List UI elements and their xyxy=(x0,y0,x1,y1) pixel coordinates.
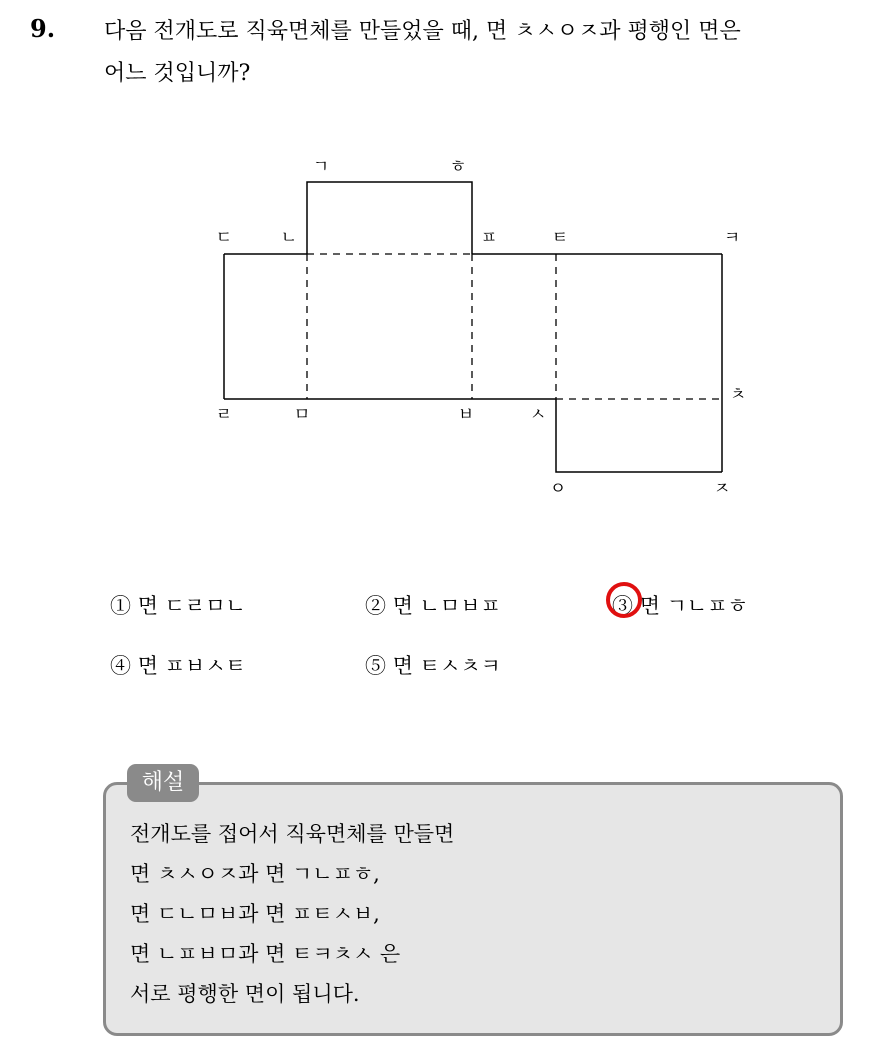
question-number: 9. xyxy=(30,14,56,43)
answer-circle-mark xyxy=(606,582,642,618)
choice-marker: ② xyxy=(365,594,386,618)
label-b: ㅂ xyxy=(457,405,475,425)
label-g: ㄱ xyxy=(312,157,330,177)
label-d: ㄷ xyxy=(215,228,233,248)
explanation-line-4: 면 ㄴㅍㅂㅁ과 면 ㅌㅋㅊㅅ 은 xyxy=(130,942,401,966)
label-o: ㅇ xyxy=(549,479,567,499)
explanation-line-3: 면 ㄷㄴㅁㅂ과 면 ㅍㅌㅅㅂ, xyxy=(130,902,380,926)
label-s: ㅅ xyxy=(529,405,547,425)
question-text-line1: 다음 전개도로 직육면체를 만들었을 때, 면 ㅊㅅㅇㅈ과 평행인 면은 xyxy=(104,19,741,44)
explanation-tag: 해설 xyxy=(127,764,199,802)
label-r: ㄹ xyxy=(215,405,233,425)
explanation-line-5: 서로 평행한 면이 됩니다. xyxy=(130,982,360,1006)
explanation-line-1: 전개도를 접어서 직육면체를 만들면 xyxy=(130,822,455,846)
choice-2[interactable] xyxy=(365,590,501,620)
question-text-line2: 어느 것입니까? xyxy=(104,61,251,86)
choice-1[interactable] xyxy=(110,590,246,620)
choice-text: 면 ㅌㅅㅊㅋ xyxy=(392,654,501,678)
choice-marker: ④ xyxy=(110,654,131,678)
choice-5[interactable] xyxy=(365,650,501,680)
choice-marker: ⑤ xyxy=(365,654,386,678)
choice-marker: ① xyxy=(110,594,131,618)
choice-text: 면 ㄱㄴㅍㅎ xyxy=(639,594,748,618)
choice-4[interactable] xyxy=(110,650,246,680)
net-edge-bottom-flap xyxy=(556,399,722,472)
label-p: ㅍ xyxy=(480,228,498,248)
label-m: ㅁ xyxy=(293,405,311,425)
label-n: ㄴ xyxy=(280,228,298,248)
choice-text: 면 ㄷㄹㅁㄴ xyxy=(137,594,246,618)
label-t: ㅌ xyxy=(551,228,569,248)
choice-text: 면 ㅍㅂㅅㅌ xyxy=(137,654,246,678)
choice-marker: ③ xyxy=(612,594,633,618)
net-edge-top-flap xyxy=(307,182,472,254)
label-j: ㅈ xyxy=(713,479,731,499)
label-ch: ㅊ xyxy=(729,385,747,405)
label-h: ㅎ xyxy=(449,157,467,177)
choice-text: 면 ㄴㅁㅂㅍ xyxy=(392,594,501,618)
label-k: ㅋ xyxy=(723,228,741,248)
explanation-line-2: 면 ㅊㅅㅇㅈ과 면 ㄱㄴㅍㅎ, xyxy=(130,862,380,886)
